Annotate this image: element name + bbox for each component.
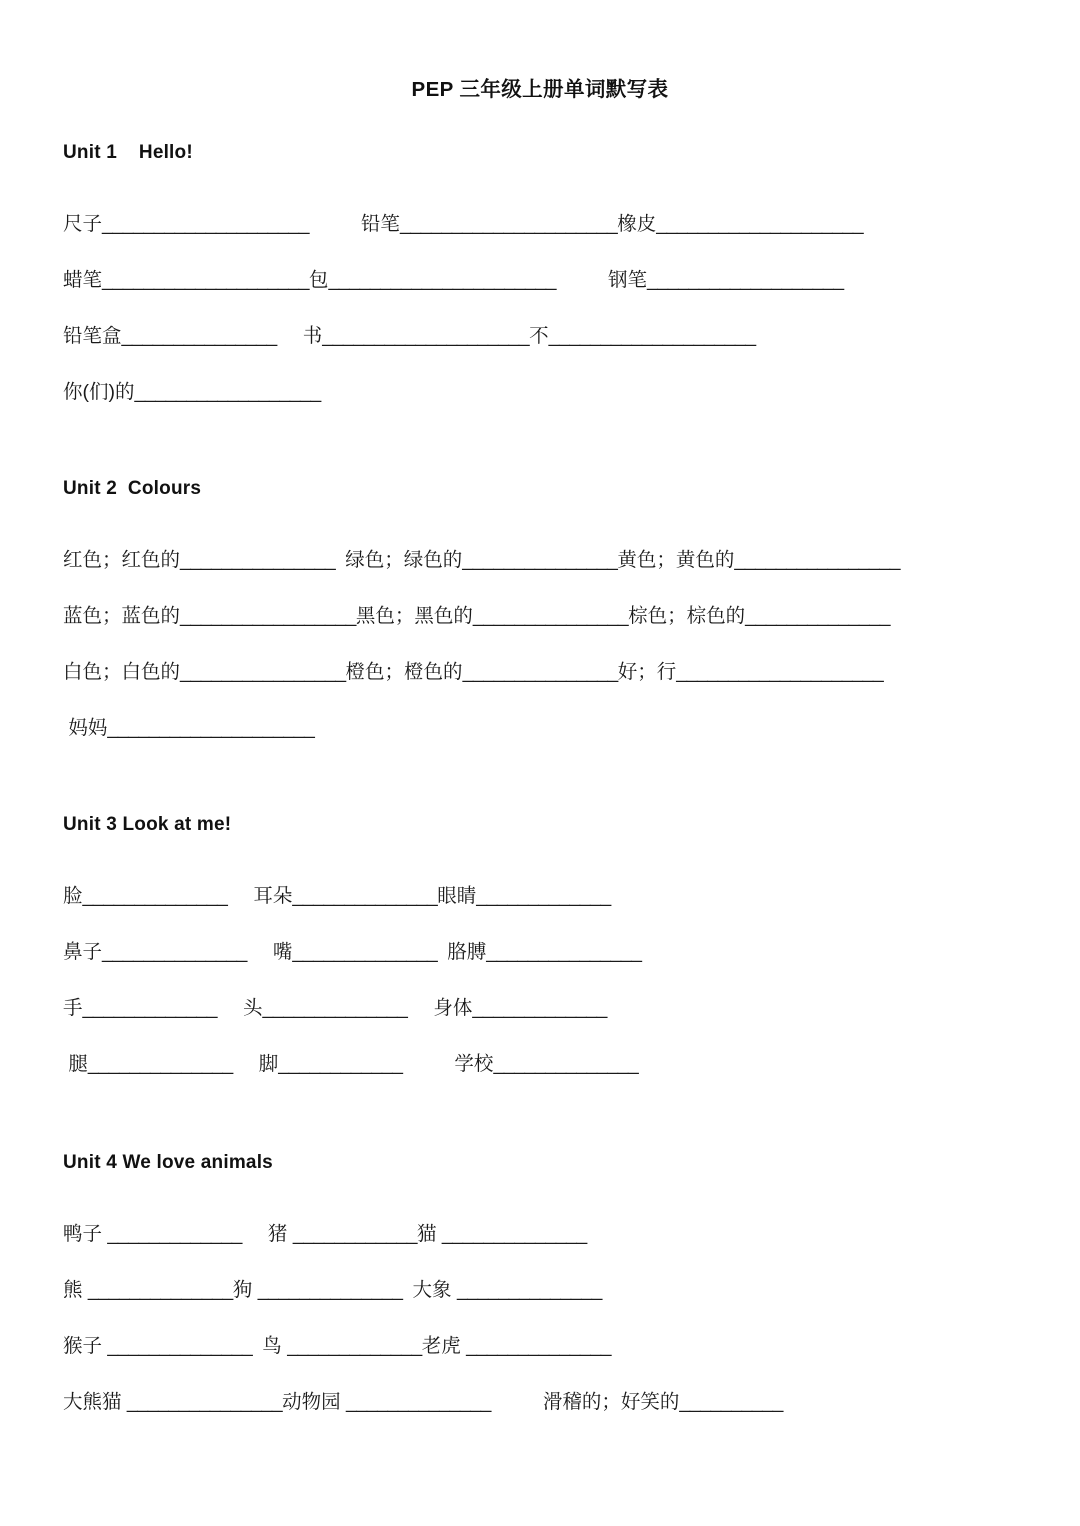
word-prompt-label: 包	[308, 268, 329, 290]
answer-blank[interactable]: __________________	[134, 380, 321, 402]
word-prompt-label: 鸟	[262, 1334, 288, 1356]
word-entry	[268, 1224, 417, 1244]
word-entry	[63, 886, 227, 906]
word-prompt-label: 大熊猫	[63, 1390, 127, 1412]
unit-section-1	[0, 142, 1080, 402]
answer-blank[interactable]: ______________	[257, 1278, 403, 1300]
word-row	[63, 290, 1040, 346]
word-prompt-label: 头	[243, 996, 263, 1018]
word-prompt-label: 学校	[454, 1052, 494, 1074]
word-entry	[63, 1224, 242, 1244]
word-prompt-label: 猴子	[63, 1334, 108, 1356]
word-entry	[447, 942, 641, 962]
word-prompt-label: 脸	[63, 884, 83, 906]
word-entry	[63, 942, 247, 962]
word-entry	[63, 606, 356, 626]
word-entry	[437, 886, 611, 906]
answer-blank[interactable]: _____________	[107, 1222, 242, 1244]
word-prompt-label: 蓝色；蓝色的	[63, 604, 181, 626]
word-prompt-label: 好；行	[617, 660, 677, 682]
answer-blank[interactable]: ______________	[346, 1390, 491, 1412]
answer-blank[interactable]: _______________	[126, 1390, 283, 1412]
word-prompt-label: 鸭子	[63, 1222, 108, 1244]
word-prompt-label: 不	[529, 324, 549, 346]
answer-blank[interactable]: ____________________	[676, 660, 884, 682]
word-entry	[356, 606, 628, 626]
word-prompt-label: 铅笔	[360, 212, 400, 234]
word-entry	[63, 1280, 233, 1300]
answer-blank[interactable]: ______________	[745, 604, 890, 626]
answer-blank[interactable]: _____________	[476, 884, 611, 906]
word-prompt-label: 眼睛	[437, 884, 477, 906]
word-entry	[243, 998, 407, 1018]
word-entry	[63, 1054, 233, 1074]
unit-heading: Unit 4 We love animals	[63, 1152, 273, 1173]
word-entry	[617, 550, 900, 570]
word-prompt-label: 大象	[412, 1278, 457, 1300]
answer-blank[interactable]: ______________	[456, 1278, 602, 1300]
word-entry	[543, 1392, 783, 1412]
word-entry	[63, 382, 321, 402]
word-row	[63, 1244, 1040, 1300]
answer-blank[interactable]: ______________	[102, 940, 247, 962]
word-row	[63, 626, 1040, 682]
word-row	[63, 1018, 1040, 1074]
word-prompt-label: 老虎	[421, 1334, 467, 1356]
word-entry	[417, 1224, 587, 1244]
word-row	[63, 906, 1040, 962]
word-entry	[262, 1336, 421, 1356]
answer-blank[interactable]: ____________	[278, 1052, 403, 1074]
word-entry	[617, 214, 863, 234]
word-prompt-label: 铅笔盒	[63, 324, 122, 346]
word-row	[63, 1300, 1040, 1356]
word-entry	[63, 270, 309, 290]
word-entry	[63, 718, 314, 738]
word-prompt-label: 黄色；黄色的	[617, 548, 735, 570]
unit-heading: Unit 2 Colours	[63, 478, 202, 499]
answer-blank[interactable]: _____________________	[399, 212, 618, 234]
word-prompt-label: 滑稽的；好笑的	[542, 1390, 680, 1412]
word-row	[63, 850, 1040, 906]
word-entry	[63, 1336, 252, 1356]
word-entry	[273, 942, 437, 962]
word-prompt-label: 猪	[267, 1222, 293, 1244]
word-prompt-label: 你(们)的	[63, 380, 135, 402]
unit-section-3	[0, 814, 1080, 1074]
answer-blank[interactable]: _____________	[472, 996, 607, 1018]
answer-blank[interactable]: ____________________	[322, 324, 530, 346]
answer-blank[interactable]: ________________	[734, 548, 900, 570]
word-entry	[346, 662, 618, 682]
word-entry	[454, 1054, 638, 1074]
word-row	[63, 682, 1040, 738]
word-entry	[63, 214, 309, 234]
word-prompt-label: 腿	[63, 1052, 88, 1074]
word-prompt-label: 钢笔	[608, 268, 648, 290]
word-entry	[422, 1336, 611, 1356]
unit-section-2	[0, 478, 1080, 738]
answer-blank[interactable]: __________	[679, 1390, 783, 1412]
answer-blank[interactable]: ______________	[262, 996, 408, 1018]
word-prompt-label: 耳朵	[253, 884, 293, 906]
word-entry	[618, 662, 883, 682]
word-row	[63, 1188, 1040, 1244]
word-entry	[233, 1280, 403, 1300]
answer-blank[interactable]: ______________________	[328, 268, 557, 290]
word-entry	[433, 998, 607, 1018]
word-prompt-label: 脚	[258, 1052, 279, 1074]
answer-blank[interactable]: _______________	[486, 940, 642, 962]
answer-blank[interactable]: ______________	[441, 1222, 587, 1244]
word-entry	[413, 1280, 602, 1300]
word-entry	[63, 662, 346, 682]
answer-blank[interactable]: ____________________	[102, 212, 309, 234]
answer-blank[interactable]: ______________	[493, 1052, 639, 1074]
answer-blank[interactable]: _______________	[462, 660, 618, 682]
word-entry	[628, 606, 890, 626]
word-prompt-label: 手	[63, 996, 83, 1018]
word-prompt-label: 狗	[232, 1278, 258, 1300]
word-prompt-label: 蜡笔	[63, 268, 103, 290]
answer-blank[interactable]: _____________	[287, 1334, 422, 1356]
word-entry	[345, 550, 617, 570]
word-entry	[253, 886, 437, 906]
word-entry	[259, 1054, 403, 1074]
word-prompt-label: 黑色；黑色的	[355, 604, 473, 626]
word-prompt-label: 胳膊	[447, 940, 487, 962]
word-prompt-label: 绿色；绿色的	[345, 548, 463, 570]
answer-blank[interactable]: ___________________	[647, 268, 844, 290]
answer-blank[interactable]: ____________________	[656, 212, 864, 234]
word-row	[63, 178, 1040, 234]
word-row	[63, 346, 1040, 402]
word-prompt-label: 鼻子	[63, 940, 103, 962]
word-row	[63, 1356, 1040, 1412]
word-entry	[303, 326, 529, 346]
word-entry	[361, 214, 617, 234]
answer-blank[interactable]: ____________________	[548, 324, 756, 346]
word-prompt-label: 尺子	[63, 212, 103, 234]
word-prompt-label: 动物园	[282, 1390, 347, 1412]
word-entry	[63, 1392, 282, 1412]
word-row	[63, 234, 1040, 290]
units-container	[0, 142, 1080, 1412]
word-prompt-label: 棕色；棕色的	[628, 604, 746, 626]
page-title: PEP 三年级上册单词默写表	[411, 78, 669, 101]
word-entry	[608, 270, 844, 290]
answer-blank[interactable]: ______________	[107, 1334, 253, 1356]
unit-heading: Unit 1 Hello!	[63, 142, 193, 163]
word-row	[63, 570, 1040, 626]
word-prompt-label: 猫	[416, 1222, 442, 1244]
answer-blank[interactable]: _______________	[121, 324, 277, 346]
word-prompt-label: 熊	[63, 1278, 88, 1300]
word-prompt-label: 橙色；橙色的	[345, 660, 463, 682]
word-entry	[309, 270, 556, 290]
answer-blank[interactable]: ______________	[292, 940, 438, 962]
answer-blank[interactable]: ____________________	[102, 268, 309, 290]
answer-blank[interactable]: ____________________	[107, 716, 315, 738]
word-prompt-label: 白色；白色的	[63, 660, 181, 682]
word-entry	[63, 550, 335, 570]
word-prompt-label: 橡皮	[617, 212, 657, 234]
answer-blank[interactable]: ______________	[466, 1334, 611, 1356]
word-row	[63, 962, 1040, 1018]
answer-blank[interactable]: _________________	[180, 604, 356, 626]
word-entry	[282, 1392, 491, 1412]
answer-blank[interactable]: ______________	[292, 884, 438, 906]
unit-heading: Unit 3 Look at me!	[63, 814, 232, 835]
word-prompt-label: 身体	[433, 996, 473, 1018]
answer-blank[interactable]: ______________	[87, 1052, 233, 1074]
word-row	[63, 514, 1040, 570]
answer-blank[interactable]: ______________	[82, 884, 228, 906]
word-prompt-label: 嘴	[272, 940, 293, 962]
unit-section-4	[0, 1152, 1080, 1412]
answer-blank[interactable]: _____________	[82, 996, 218, 1018]
answer-blank[interactable]: _______________	[462, 548, 618, 570]
answer-blank[interactable]: ________________	[180, 660, 346, 682]
answer-blank[interactable]: _______________	[180, 548, 336, 570]
word-prompt-label: 红色；红色的	[63, 548, 181, 570]
answer-blank[interactable]: ______________	[87, 1278, 233, 1300]
word-entry	[63, 326, 277, 346]
answer-blank[interactable]: _______________	[472, 604, 629, 626]
word-entry	[529, 326, 755, 346]
word-prompt-label: 书	[302, 324, 323, 346]
answer-blank[interactable]: ____________	[292, 1222, 417, 1244]
word-prompt-label: 妈妈	[63, 716, 108, 738]
word-entry	[63, 998, 217, 1018]
